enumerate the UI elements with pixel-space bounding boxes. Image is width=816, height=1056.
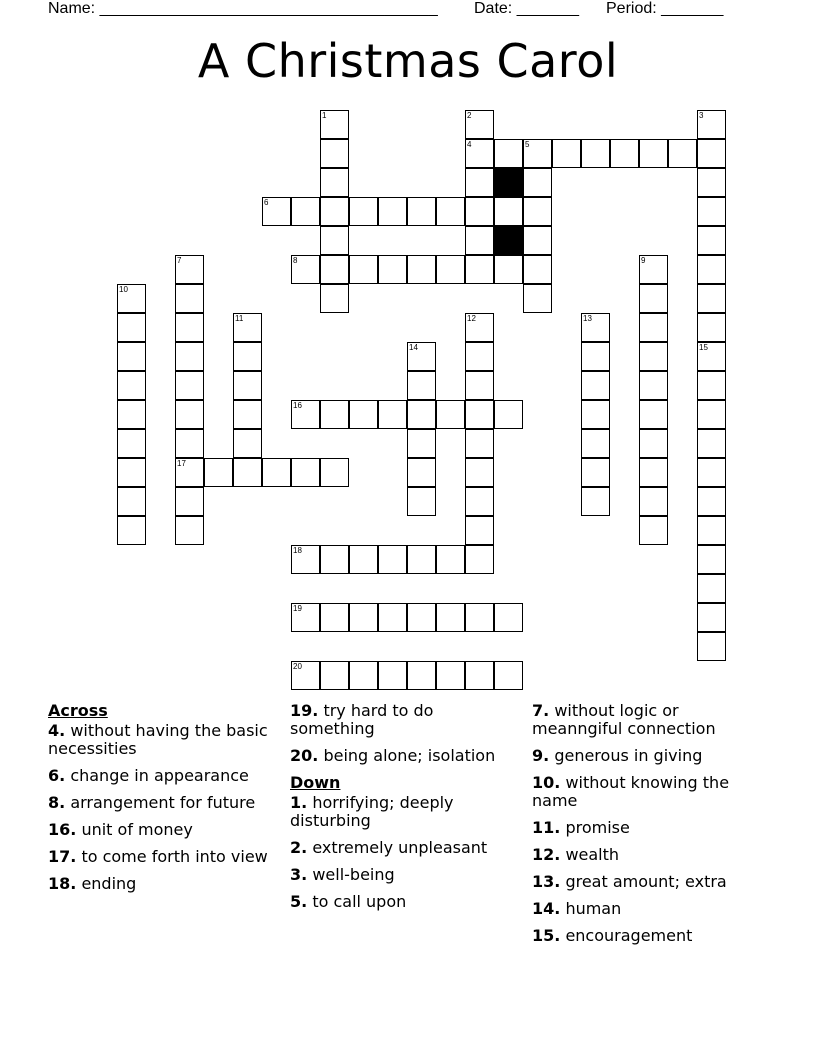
crossword-cell[interactable] <box>407 661 436 690</box>
clue-number: 12 <box>467 314 476 323</box>
crossword-cell[interactable] <box>639 429 668 458</box>
crossword-cell[interactable] <box>639 458 668 487</box>
crossword-cell[interactable] <box>523 197 552 226</box>
crossword-cell[interactable] <box>465 139 494 168</box>
clue-down-13: 13. great amount; extra <box>532 872 727 891</box>
crossword-cell[interactable] <box>697 168 726 197</box>
crossword-cell[interactable] <box>581 342 610 371</box>
crossword-cell[interactable] <box>320 255 349 284</box>
crossword-cell[interactable] <box>494 255 523 284</box>
crossword-cell[interactable] <box>320 226 349 255</box>
clue-number: 20 <box>293 662 302 671</box>
clue-across-4: 4. without having the basic necessities <box>48 721 268 758</box>
crossword-cell[interactable] <box>349 400 378 429</box>
crossword-cell[interactable] <box>494 139 523 168</box>
crossword-cell[interactable] <box>204 458 233 487</box>
crossword-cell[interactable] <box>320 168 349 197</box>
crossword-cell[interactable] <box>639 255 668 284</box>
clue-number: 5 <box>525 140 530 149</box>
clue-across-18: 18. ending <box>48 874 137 893</box>
crossword-cell[interactable] <box>291 458 320 487</box>
crossword-cell[interactable] <box>175 342 204 371</box>
crossword-cell[interactable] <box>436 661 465 690</box>
crossword-cell[interactable] <box>697 458 726 487</box>
date-field[interactable]: Date: _______ <box>474 0 579 17</box>
crossword-cell[interactable] <box>436 603 465 632</box>
crossword-cell[interactable] <box>291 603 320 632</box>
crossword-cell[interactable] <box>175 516 204 545</box>
crossword-cell[interactable] <box>117 284 146 313</box>
crossword-cell[interactable] <box>697 574 726 603</box>
clue-down-9: 9. generous in giving <box>532 746 703 765</box>
crossword-cell[interactable] <box>320 545 349 574</box>
crossword-cell[interactable] <box>465 400 494 429</box>
crossword-cell[interactable] <box>465 371 494 400</box>
clue-number: 10 <box>119 285 128 294</box>
clue-number: 4 <box>467 140 472 149</box>
crossword-cell[interactable] <box>465 487 494 516</box>
crossword-cell[interactable] <box>436 545 465 574</box>
clue-column-3 <box>532 702 772 954</box>
crossword-cell[interactable] <box>349 545 378 574</box>
clue-number: 15 <box>699 343 708 352</box>
clue-column-2 <box>290 702 522 920</box>
crossword-cell[interactable] <box>639 313 668 342</box>
clue-number: 19 <box>293 604 302 613</box>
crossword-cell[interactable] <box>581 371 610 400</box>
crossword-cell[interactable] <box>581 458 610 487</box>
clue-down-11: 11. promise <box>532 818 630 837</box>
black-square <box>494 226 523 255</box>
crossword-cell[interactable] <box>697 400 726 429</box>
crossword-cell[interactable] <box>465 255 494 284</box>
crossword-cell[interactable] <box>465 661 494 690</box>
clue-down-15: 15. encouragement <box>532 926 693 945</box>
clue-across-16: 16. unit of money <box>48 820 193 839</box>
crossword-cell[interactable] <box>175 429 204 458</box>
clue-across-17: 17. to come forth into view <box>48 847 268 866</box>
crossword-cell[interactable] <box>320 139 349 168</box>
crossword-cell[interactable] <box>523 139 552 168</box>
crossword-cell[interactable] <box>465 313 494 342</box>
crossword-cell[interactable] <box>291 661 320 690</box>
crossword-cell[interactable] <box>523 168 552 197</box>
clue-number: 2 <box>467 111 472 120</box>
crossword-cell[interactable] <box>349 661 378 690</box>
crossword-cell[interactable] <box>436 255 465 284</box>
crossword-cell[interactable] <box>639 516 668 545</box>
crossword-cell[interactable] <box>175 284 204 313</box>
clue-number: 6 <box>264 198 269 207</box>
crossword-cell[interactable] <box>320 110 349 139</box>
crossword-cell[interactable] <box>320 197 349 226</box>
crossword-cell[interactable] <box>581 400 610 429</box>
crossword-cell[interactable] <box>697 487 726 516</box>
crossword-cell[interactable] <box>639 400 668 429</box>
crossword-cell[interactable] <box>581 313 610 342</box>
crossword-cell[interactable] <box>233 400 262 429</box>
page-title: A Christmas Carol <box>197 34 619 88</box>
clue-down-5: 5. to call upon <box>290 892 407 911</box>
clue-number: 11 <box>235 314 244 323</box>
clue-down-10: 10. without knowing the name <box>532 773 730 810</box>
crossword-cell[interactable] <box>697 545 726 574</box>
crossword-cell[interactable] <box>697 603 726 632</box>
crossword-cell[interactable] <box>378 545 407 574</box>
crossword-cell[interactable] <box>262 197 291 226</box>
crossword-cell[interactable] <box>175 487 204 516</box>
crossword-cell[interactable] <box>233 458 262 487</box>
crossword-cell[interactable] <box>378 400 407 429</box>
crossword-cell[interactable] <box>639 139 668 168</box>
across-heading: Across <box>48 701 108 720</box>
crossword-cell[interactable] <box>117 487 146 516</box>
crossword-cell[interactable] <box>465 226 494 255</box>
crossword-cell[interactable] <box>697 342 726 371</box>
crossword-cell[interactable] <box>407 487 436 516</box>
clue-number: 16 <box>293 401 302 410</box>
crossword-cell[interactable] <box>494 603 523 632</box>
crossword-cell[interactable] <box>697 255 726 284</box>
crossword-cell[interactable] <box>465 516 494 545</box>
clue-number: 13 <box>583 314 592 323</box>
crossword-cell[interactable] <box>465 197 494 226</box>
crossword-cell[interactable] <box>639 342 668 371</box>
crossword-cell[interactable] <box>117 400 146 429</box>
name-field[interactable]: Name: ______________________________________ <box>48 0 438 17</box>
crossword-cell[interactable] <box>117 458 146 487</box>
crossword-cell[interactable] <box>175 313 204 342</box>
clue-number: 1 <box>322 111 327 120</box>
crossword-cell[interactable] <box>407 400 436 429</box>
crossword-cell[interactable] <box>465 603 494 632</box>
crossword-cell[interactable] <box>349 603 378 632</box>
crossword-cell[interactable] <box>697 371 726 400</box>
crossword-cell[interactable] <box>378 255 407 284</box>
crossword-cell[interactable] <box>523 226 552 255</box>
crossword-cell[interactable] <box>407 603 436 632</box>
crossword-cell[interactable] <box>378 197 407 226</box>
crossword-cell[interactable] <box>697 197 726 226</box>
crossword-cell[interactable] <box>436 400 465 429</box>
crossword-cell[interactable] <box>523 284 552 313</box>
crossword-cell[interactable] <box>117 429 146 458</box>
crossword-cell[interactable] <box>407 545 436 574</box>
crossword-cell[interactable] <box>639 487 668 516</box>
crossword-cell[interactable] <box>291 400 320 429</box>
crossword-cell[interactable] <box>465 458 494 487</box>
crossword-cell[interactable] <box>320 661 349 690</box>
crossword-cell[interactable] <box>639 371 668 400</box>
crossword-cell[interactable] <box>494 661 523 690</box>
crossword-cell[interactable] <box>262 458 291 487</box>
crossword-cell[interactable] <box>291 197 320 226</box>
crossword-cell[interactable] <box>465 429 494 458</box>
black-square <box>494 168 523 197</box>
crossword-cell[interactable] <box>233 342 262 371</box>
crossword-cell[interactable] <box>639 284 668 313</box>
clue-across-20: 20. being alone; isolation <box>290 746 496 765</box>
crossword-cell[interactable] <box>407 255 436 284</box>
crossword-cell[interactable] <box>610 139 639 168</box>
crossword-cell[interactable] <box>407 429 436 458</box>
crossword-cell[interactable] <box>697 313 726 342</box>
clue-down-3: 3. well-being <box>290 865 395 884</box>
crossword-cell[interactable] <box>697 516 726 545</box>
crossword-cell[interactable] <box>697 284 726 313</box>
crossword-cell[interactable] <box>697 632 726 661</box>
crossword-cell[interactable] <box>233 429 262 458</box>
clue-number: 18 <box>293 546 302 555</box>
crossword-cell[interactable] <box>320 603 349 632</box>
crossword-cell[interactable] <box>581 487 610 516</box>
crossword-cell[interactable] <box>697 139 726 168</box>
crossword-cell[interactable] <box>117 516 146 545</box>
clue-down-1: 1. horrifying; deeply disturbing <box>290 793 454 830</box>
crossword-cell[interactable] <box>465 110 494 139</box>
crossword-cell[interactable] <box>378 661 407 690</box>
crossword-cell[interactable] <box>117 342 146 371</box>
crossword-cell[interactable] <box>233 313 262 342</box>
clue-down-2: 2. extremely unpleasant <box>290 838 488 857</box>
clue-down-7: 7. without logic or meanngiful connection <box>532 701 716 738</box>
crossword-cell[interactable] <box>668 139 697 168</box>
crossword-cell[interactable] <box>117 313 146 342</box>
crossword-cell[interactable] <box>349 255 378 284</box>
crossword-cell[interactable] <box>436 197 465 226</box>
crossword-cell[interactable] <box>175 371 204 400</box>
crossword-cell[interactable] <box>465 342 494 371</box>
clue-number: 3 <box>699 111 704 120</box>
crossword-cell[interactable] <box>523 255 552 284</box>
clue-column-1 <box>48 702 276 902</box>
crossword-cell[interactable] <box>465 545 494 574</box>
crossword-cell[interactable] <box>407 371 436 400</box>
clue-across-19: 19. try hard to do something <box>290 701 434 738</box>
clue-number: 17 <box>177 459 186 468</box>
crossword-cell[interactable] <box>407 458 436 487</box>
crossword-cell[interactable] <box>291 545 320 574</box>
clue-down-12: 12. wealth <box>532 845 620 864</box>
crossword-cell[interactable] <box>407 342 436 371</box>
crossword-cell[interactable] <box>697 110 726 139</box>
crossword-cell[interactable] <box>465 168 494 197</box>
clue-number: 7 <box>177 256 182 265</box>
crossword-cell[interactable] <box>320 284 349 313</box>
crossword-cell[interactable] <box>349 197 378 226</box>
crossword-cell[interactable] <box>494 197 523 226</box>
crossword-cell[interactable] <box>581 429 610 458</box>
crossword-cell[interactable] <box>552 139 581 168</box>
crossword-cell[interactable] <box>320 458 349 487</box>
crossword-cell[interactable] <box>581 139 610 168</box>
crossword-cell[interactable] <box>233 371 262 400</box>
crossword-cell[interactable] <box>407 197 436 226</box>
crossword-cell[interactable] <box>494 400 523 429</box>
clue-across-6: 6. change in appearance <box>48 766 249 785</box>
crossword-cell[interactable] <box>175 255 204 284</box>
crossword-cell[interactable] <box>320 400 349 429</box>
down-heading: Down <box>290 773 341 792</box>
crossword-cell[interactable] <box>117 371 146 400</box>
clue-number: 8 <box>293 256 298 265</box>
period-field[interactable]: Period: _______ <box>606 0 724 17</box>
clue-number: 14 <box>409 343 418 352</box>
clue-across-8: 8. arrangement for future <box>48 793 256 812</box>
crossword-cell[interactable] <box>175 400 204 429</box>
crossword-cell[interactable] <box>291 255 320 284</box>
clue-number: 9 <box>641 256 646 265</box>
crossword-cell[interactable] <box>378 603 407 632</box>
clue-down-14: 14. human <box>532 899 622 918</box>
crossword-cell[interactable] <box>175 458 204 487</box>
crossword-cell[interactable] <box>697 429 726 458</box>
crossword-cell[interactable] <box>697 226 726 255</box>
